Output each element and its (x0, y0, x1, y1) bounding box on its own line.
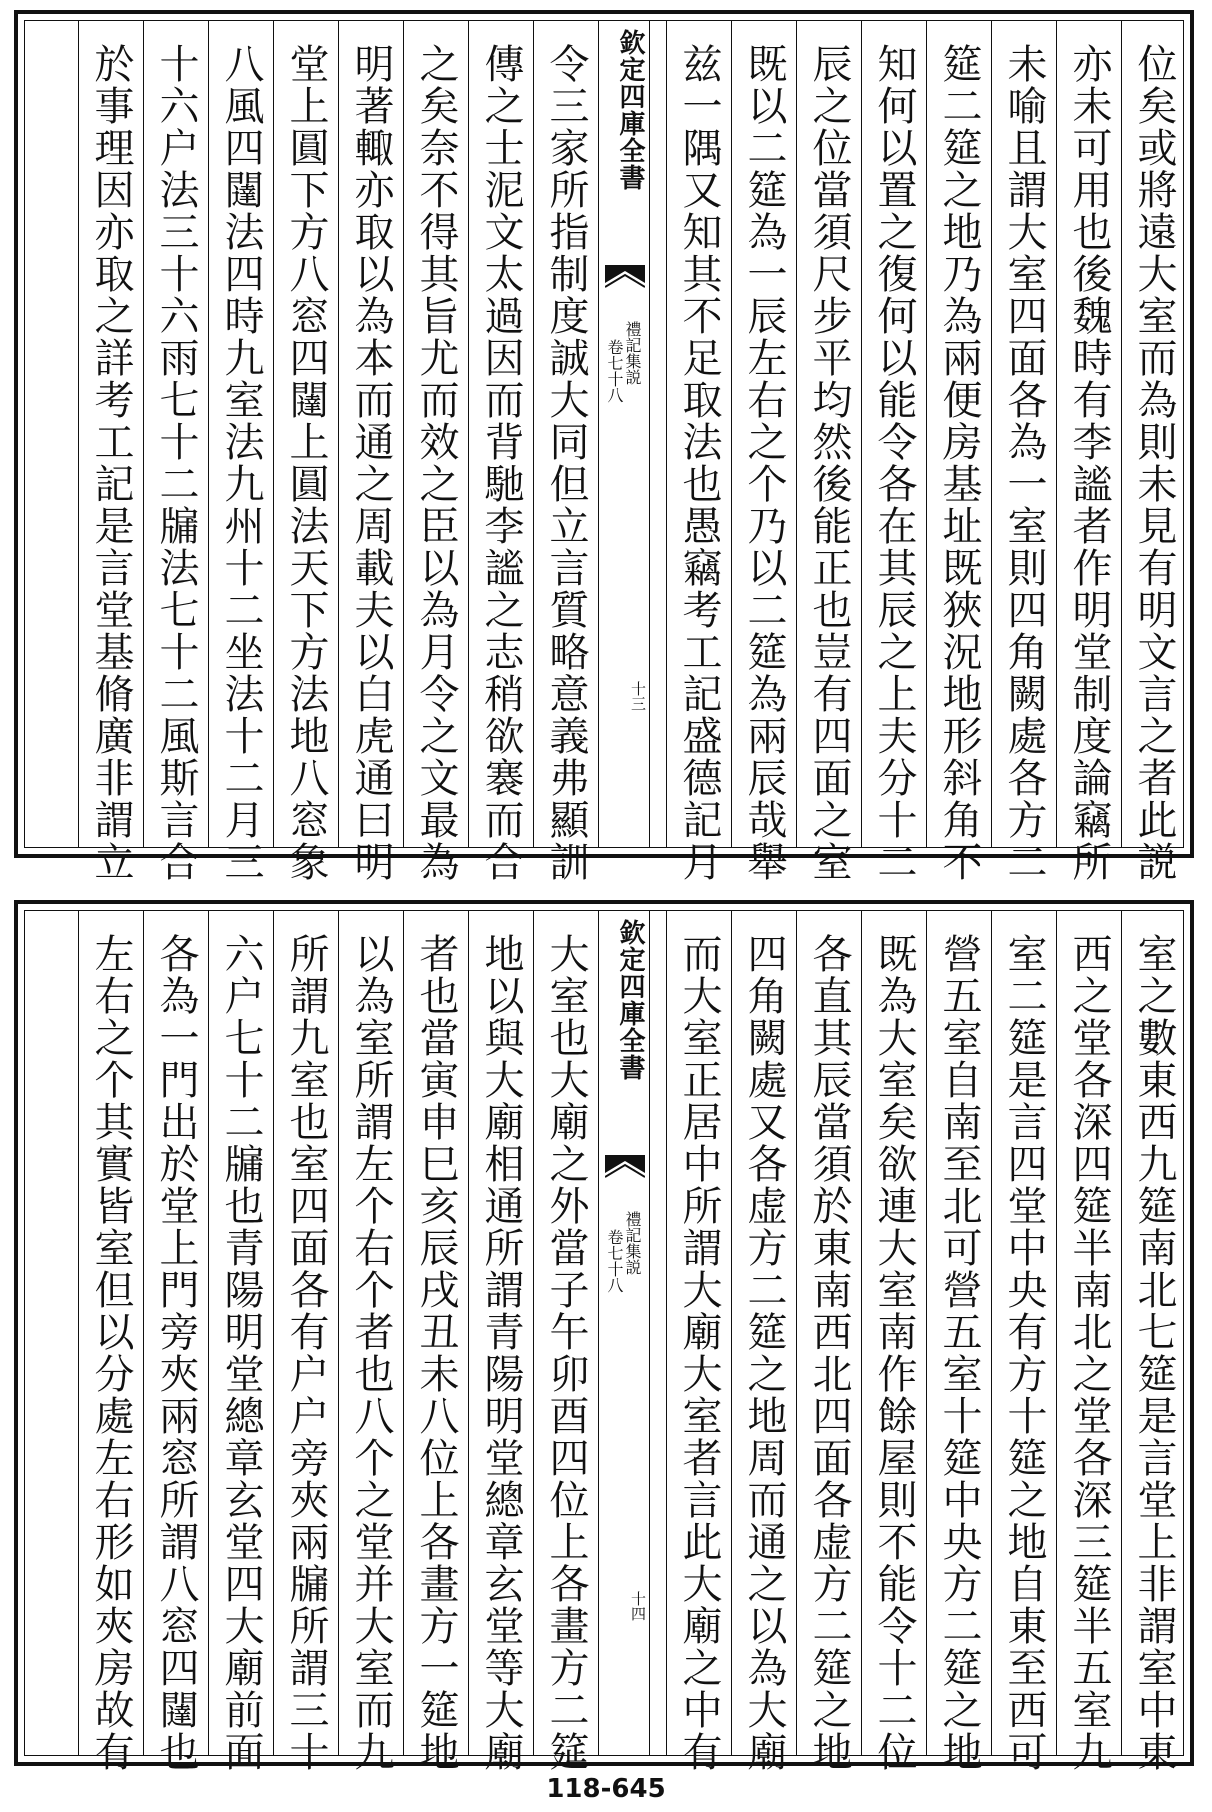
column-text: 各為一門出於堂上門旁夾兩窓所謂八窓四闥也 (153, 933, 199, 1773)
text-column (143, 911, 208, 1773)
center-strip (598, 21, 650, 847)
column-text: 左右之个其實皆室但以分處左右形如夾房故有 (88, 933, 134, 1773)
bottom-page-frame (24, 910, 1184, 1773)
column-text: 以為室所謂左个右个者也八个之堂并大室而九 (348, 933, 394, 1773)
text-column (796, 911, 861, 1773)
column-text: 亦未可用也後魏時有李謐者作明堂制度論竊所 (1066, 43, 1112, 883)
column-text: 地以與大廟相通所謂青陽明堂總章玄堂等大廟 (478, 933, 524, 1773)
column-text: 既為大室矣欲連大室南作餘屋則不能令十二位 (871, 933, 917, 1773)
book-subtitle: 禮記集説 (623, 1211, 642, 1275)
column-text: 傳之士泥文太過因而背馳李謐之志稍欲褰而合 (478, 43, 524, 883)
text-column (468, 21, 533, 883)
text-column (273, 21, 338, 883)
book-title: 欽定四庫全書 (615, 919, 645, 1081)
column-text: 十六户法三十六雨七十二牖法七十二風斯言合 (153, 43, 199, 883)
column-text: 大室也大廟之外當子午卯酉四位上各畫方二筵 (543, 933, 589, 1773)
column-text: 而大室正居中所謂大廟大室者言此大廟之中有 (676, 933, 722, 1773)
column-text: 筵二筵之地乃為兩便房基址既狹況地形斜角不 (936, 43, 982, 883)
text-column (861, 21, 926, 883)
text-column (991, 911, 1056, 1773)
text-column (666, 21, 731, 883)
volume-number: 卷七十八 (605, 339, 624, 403)
text-column (666, 911, 731, 1773)
column-text: 西之堂各深四筵半南北之堂各深三筵半五室九 (1066, 933, 1112, 1773)
column-text: 堂上圓下方八窓四闥上圓法天下方法地八窓象 (283, 43, 329, 883)
text-column (861, 911, 926, 1773)
text-column (1121, 21, 1186, 883)
text-column (1056, 911, 1121, 1773)
folio-number: 十四 (629, 1591, 647, 1621)
fish-tail-icon (605, 265, 645, 299)
column-text: 令三家所指制度誠大同但立言質略意義弗顯訓 (543, 43, 589, 883)
text-column (273, 911, 338, 1773)
column-text: 之矣奈不得其旨尤而效之臣以為月令之文最為 (413, 43, 459, 883)
text-column (338, 911, 403, 1773)
top-page-frame (24, 20, 1184, 883)
column-text: 知何以置之復何以能令各在其辰之上夫分十二 (871, 43, 917, 883)
page-number: 118-645 (546, 1774, 666, 1804)
text-column (403, 21, 468, 883)
column-text: 所謂九室也室四面各有户户旁夾兩牖所謂三十 (283, 933, 329, 1773)
volume-number: 卷七十八 (605, 1229, 624, 1293)
fish-tail-icon (605, 1155, 645, 1189)
text-column (533, 911, 598, 1773)
text-column (731, 21, 796, 883)
text-column (533, 21, 598, 883)
column-text: 既以二筵為一辰左右之个乃以二筵為兩辰哉舉 (741, 43, 787, 883)
text-column (468, 911, 533, 1773)
text-column (78, 911, 143, 1773)
book-title: 欽定四庫全書 (615, 29, 645, 191)
column-text: 辰之位當須尺步平均然後能正也豈有四面之室 (806, 43, 852, 883)
text-column (926, 21, 991, 883)
column-text: 兹一隅又知其不足取法也愚竊考工記盛德記月 (676, 43, 722, 883)
column-text: 四角闕處又各虚方二筵之地周而通之以為大廟 (741, 933, 787, 1773)
column-text: 位矣或將遠大室而為則未見有明文言之者此説 (1131, 43, 1177, 883)
text-column (796, 21, 861, 883)
text-column (1056, 21, 1121, 883)
text-column (208, 911, 273, 1773)
text-column (731, 911, 796, 1773)
folio-number: 十三 (629, 681, 647, 711)
text-column (208, 21, 273, 883)
text-column (338, 21, 403, 883)
top-page (14, 10, 1194, 883)
text-column (403, 911, 468, 1773)
text-column (926, 911, 991, 1773)
book-subtitle: 禮記集説 (623, 321, 642, 385)
text-column (78, 21, 143, 883)
column-text: 室之數東西九筵南北七筵是言堂上非謂室中東 (1131, 933, 1177, 1773)
column-text: 者也當寅申巳亥辰戌丑未八位上各畫方一筵地 (413, 933, 459, 1773)
column-text: 明著輙亦取以為本而通之周載夫以白虎通曰明 (348, 43, 394, 883)
column-text: 於事理因亦取之詳考工記是言堂基脩廣非謂立 (88, 43, 134, 883)
column-text: 營五室自南至北可營五室十筵中央方二筵之地 (936, 933, 982, 1773)
text-column (1121, 911, 1186, 1773)
column-text: 六户七十二牖也青陽明堂總章玄堂四大廟前面 (218, 933, 264, 1773)
bottom-page (14, 900, 1194, 1773)
column-text: 各直其辰當須於東南西北四面各虚方二筵之地 (806, 933, 852, 1773)
column-text: 未喻且謂大室四面各為一室則四角闕處各方二 (1001, 43, 1047, 883)
center-strip (598, 911, 650, 1755)
text-column (143, 21, 208, 883)
column-text: 八風四闥法四時九室法九州十二坐法十二月三 (218, 43, 264, 883)
text-column (991, 21, 1056, 883)
column-text: 室二筵是言四堂中央有方十筵之地自東至西可 (1001, 933, 1047, 1773)
